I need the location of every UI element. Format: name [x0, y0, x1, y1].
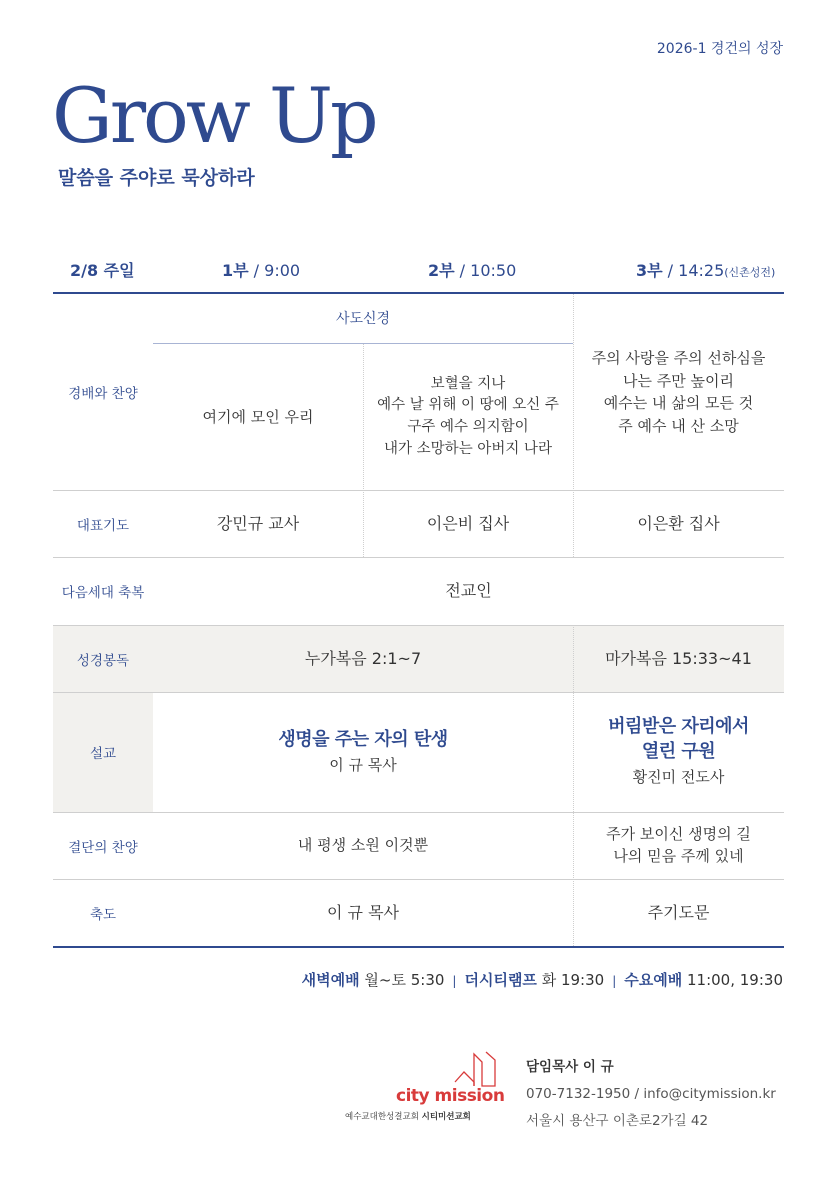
worship-s1: 여기에 모인 우리 — [202, 407, 314, 426]
sermon-s3-title-2: 열린 구원 — [641, 740, 716, 762]
church-info — [526, 1054, 776, 1135]
address-line: 서울시 용산구 이촌로2가길 42 — [526, 1113, 709, 1129]
logo-wordmark: city mission — [396, 1086, 505, 1106]
row-label-decision: 결단의 찬양 — [68, 839, 138, 856]
row-label-worship: 경배와 찬양 — [68, 386, 138, 402]
decision-s3: 주가 보이신 생명의 길 나의 믿음 주께 있네 — [606, 824, 751, 865]
row-label-sermon: 설교 — [89, 746, 117, 762]
benediction-s12: 이 규 목사 — [327, 902, 399, 922]
row-label-blessing: 다음세대 축복 — [61, 585, 145, 601]
header-service-3: 3부 / 14:25(신촌성전) — [636, 261, 776, 280]
sermon-s12-preacher: 이 규 목사 — [329, 755, 397, 774]
sermon-s3-preacher: 황진미 전도사 — [632, 768, 725, 787]
sermon-s12 — [153, 692, 573, 812]
contact-line: 070-7132-1950 / info@citymission.kr — [526, 1086, 776, 1102]
page-subtitle: 말씀을 주야로 묵상하라 — [58, 167, 255, 189]
table-bottom-divider — [53, 946, 784, 948]
sermon-s12-title: 생명을 주는 자의 탄생 — [278, 728, 448, 750]
worship-s3: 주의 사랑을 주의 선하심을 나는 주만 높이리 예수는 내 삶의 모든 것 주 예수 내 산 소망 — [591, 349, 766, 435]
header-date: 2/8 주일 — [70, 261, 135, 280]
blessing-all: 전교인 — [445, 581, 492, 600]
row-label-reading: 성경봉독 — [76, 652, 130, 669]
decision-s12: 내 평생 소원 이것뿐 — [297, 836, 429, 855]
sermon-s3 — [573, 692, 784, 812]
reading-s3: 마가복음 15:33~41 — [605, 648, 752, 668]
creed-cell: 사도신경 — [335, 310, 391, 327]
row-label-prayer: 대표기도 — [76, 517, 130, 534]
header-service-2: 2부 / 10:50 — [428, 261, 517, 280]
prayer-s3: 이은환 집사 — [637, 513, 720, 533]
page-title: Grow Up — [52, 71, 376, 160]
benediction-s3: 주기도문 — [647, 902, 710, 922]
logo-subtitle: 예수교대한성결교회 시티미션교회 — [345, 1112, 471, 1122]
header-service-1: 1부 / 9:00 — [222, 261, 301, 280]
weekly-schedule: 새벽예배 월~토 5:30 | 더시티램프 화 19:30 | 수요예배 11:00, 19:30 — [301, 971, 783, 989]
reading-s12: 누가복음 2:1~7 — [304, 648, 422, 668]
sermon-s3-title-1: 버림받은 자리에서 — [608, 716, 749, 738]
prayer-s2: 이은비 집사 — [426, 513, 510, 533]
series-label: 2026-1 경건의 성장 — [656, 41, 783, 57]
senior-pastor: 담임목사 이 규 — [526, 1059, 614, 1075]
worship-s2: 보혈을 지나 예수 날 위해 이 땅에 오신 주 구주 예수 의지함이 내가 소망하는 아버지 나라 — [377, 375, 559, 457]
row-label-benediction: 축도 — [89, 906, 117, 923]
prayer-s1: 강민규 교사 — [216, 513, 300, 533]
